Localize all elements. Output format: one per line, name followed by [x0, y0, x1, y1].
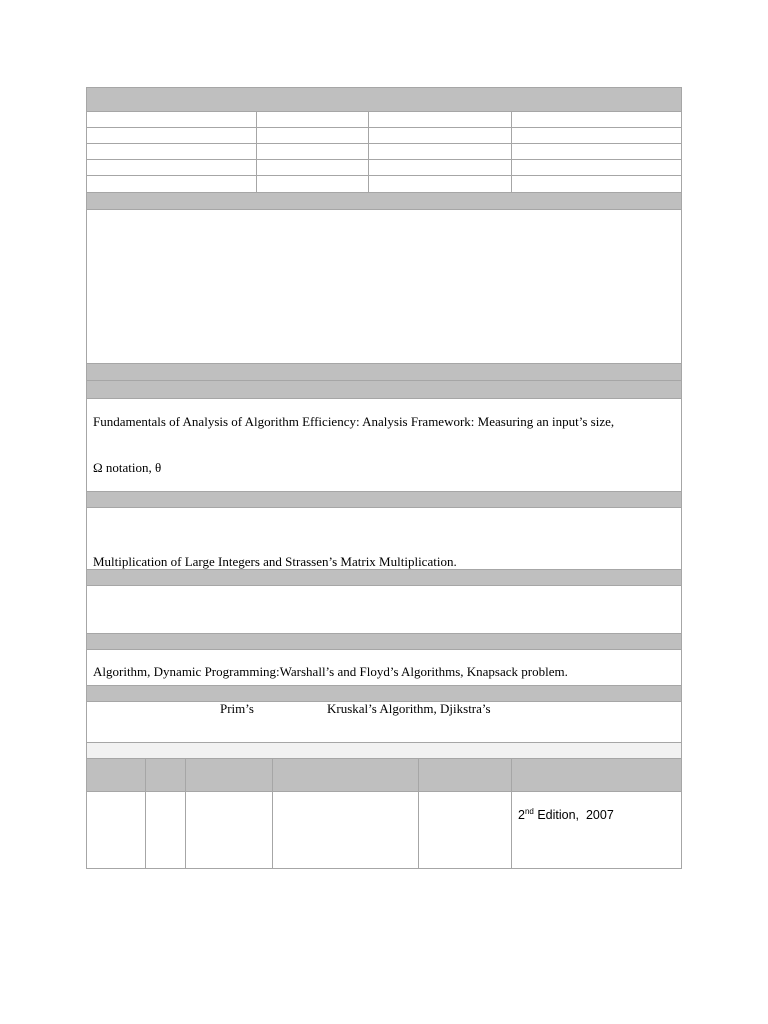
section-band	[86, 193, 682, 210]
unit-1-line-2: Ω notation, θ	[93, 460, 162, 475]
unit-1-line-1: Fundamentals of Analysis of Algorithm Efficiency: Analysis Framework: Measuring an input’s size,	[93, 414, 615, 429]
edition-cell	[512, 792, 681, 868]
reference-header-row	[86, 759, 682, 792]
section-band	[86, 686, 682, 702]
description-block	[86, 210, 682, 364]
header-band	[86, 87, 682, 112]
unit-5-word-1: Prim’s	[220, 701, 254, 716]
unit-2-line-1: Multiplication of Large Integers and Strassen’s Matrix Multiplication.	[93, 554, 457, 569]
section-band	[86, 570, 682, 586]
unit-1-content	[86, 399, 682, 492]
unit-3-content	[86, 586, 682, 634]
info-table-row	[86, 128, 682, 144]
section-band	[86, 364, 682, 381]
unit-2-content	[86, 508, 682, 570]
unit-4-line-1: Algorithm, Dynamic Programming:Warshall’s and Floyd’s Algorithms, Knapsack problem.	[93, 664, 568, 679]
unit-5-content	[86, 702, 682, 743]
info-table-row	[86, 160, 682, 176]
unit-4-content	[86, 650, 682, 686]
syllabus-document	[86, 87, 682, 869]
info-table-row	[86, 176, 682, 193]
info-table-row	[86, 144, 682, 160]
section-band	[86, 381, 682, 399]
reference-row	[86, 792, 682, 869]
light-band	[86, 743, 682, 759]
info-table-row	[86, 112, 682, 128]
unit-5-word-2: Kruskal’s Algorithm, Djikstra’s	[327, 701, 491, 716]
section-band	[86, 492, 682, 508]
edition-text: 2nd Edition, 2007	[518, 806, 614, 822]
section-band	[86, 634, 682, 650]
